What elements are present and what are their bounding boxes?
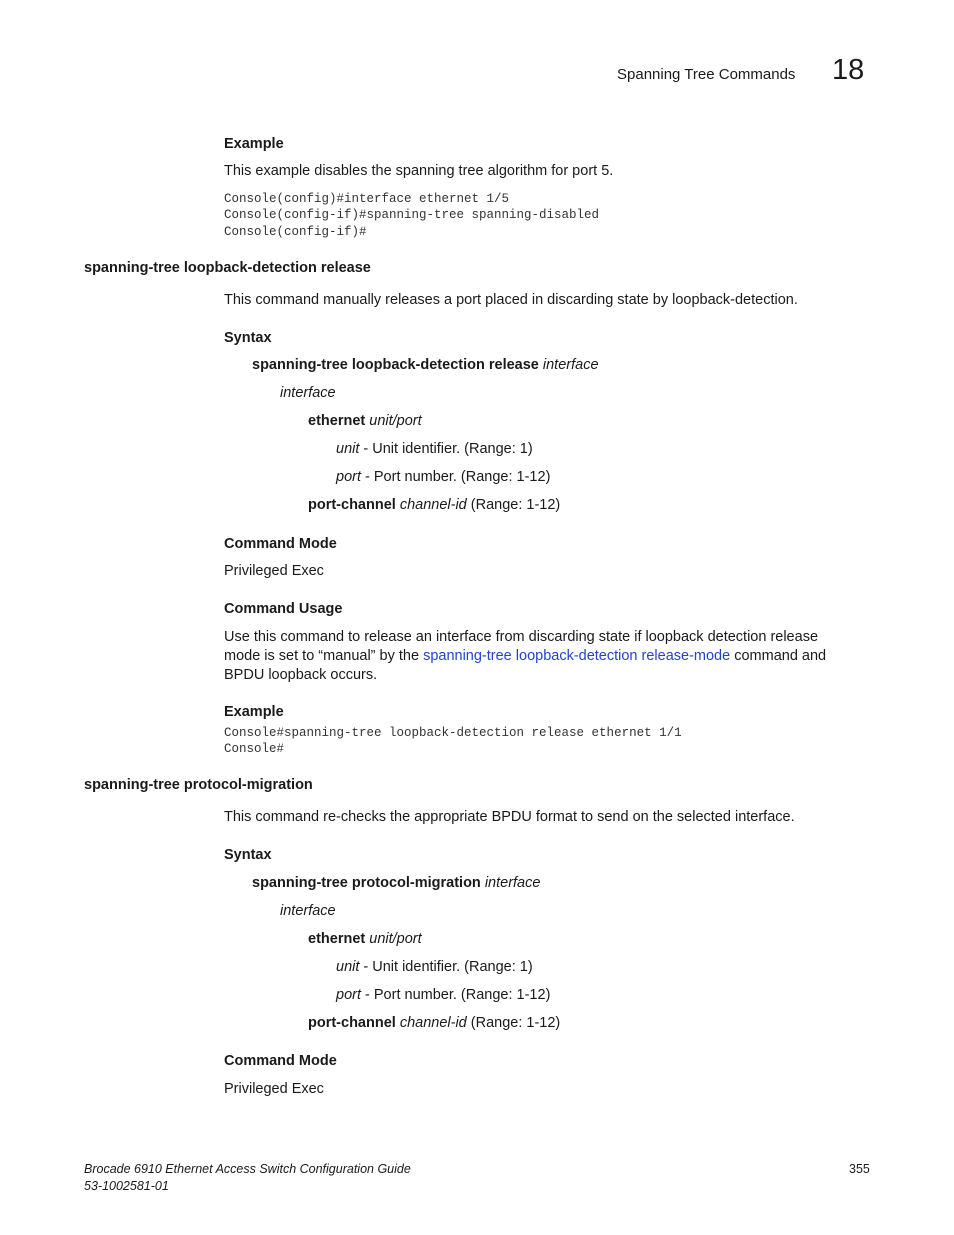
port-channel-keyword: port-channel bbox=[308, 1015, 396, 1031]
command-mode-text: Privileged Exec bbox=[224, 1081, 324, 1097]
running-header-title: Spanning Tree Commands bbox=[617, 66, 796, 83]
port-channel-range: (Range: 1-12) bbox=[466, 497, 561, 513]
ethernet-argument: unit/port bbox=[369, 931, 422, 947]
ethernet-argument: unit/port bbox=[369, 413, 422, 429]
code-line: Console# bbox=[224, 742, 285, 756]
param-port bbox=[336, 987, 550, 1003]
unit-name: unit bbox=[336, 959, 360, 975]
port-channel-argument: channel-id bbox=[399, 1015, 467, 1031]
example-heading: Example bbox=[224, 136, 284, 152]
ethernet-keyword: ethernet bbox=[308, 413, 366, 429]
param-interface: interface bbox=[280, 903, 336, 919]
ethernet-keyword: ethernet bbox=[308, 931, 366, 947]
command-title: spanning-tree protocol-migration bbox=[84, 777, 313, 793]
usage-text-before: Use this command to release an interface from discarding state if loopback detection release mode is set to “manual” by the bbox=[224, 629, 819, 664]
port-name: port bbox=[336, 987, 361, 1003]
syntax-line bbox=[252, 357, 599, 373]
command-title: spanning-tree loopback-detection release bbox=[84, 260, 371, 276]
page-number: 355 bbox=[849, 1162, 870, 1176]
example-text: This example disables the spanning tree algorithm for port 5. bbox=[224, 163, 614, 179]
command-mode-text: Privileged Exec bbox=[224, 563, 324, 579]
syntax-command: spanning-tree protocol-migration bbox=[252, 875, 481, 891]
port-name: port bbox=[336, 469, 361, 485]
port-channel-keyword: port-channel bbox=[308, 497, 396, 513]
chapter-number: 18 bbox=[832, 54, 865, 86]
unit-description: - Unit identifier. (Range: 1) bbox=[359, 441, 533, 457]
footer-guide-title: Brocade 6910 Ethernet Access Switch Configuration Guide bbox=[84, 1162, 411, 1176]
command-mode-heading: Command Mode bbox=[224, 536, 337, 552]
param-port-channel bbox=[308, 497, 560, 513]
usage-text-after: command and BPDU loopback occurs. bbox=[224, 648, 827, 683]
footer-doc-number: 53-1002581-01 bbox=[84, 1179, 169, 1193]
code-line: Console(config-if)#spanning-tree spanning-disabled bbox=[224, 208, 600, 222]
port-channel-range: (Range: 1-12) bbox=[466, 1015, 561, 1031]
command-description: This command manually releases a port placed in discarding state by loopback-detection. bbox=[224, 292, 798, 308]
syntax-argument: interface bbox=[542, 357, 599, 373]
param-ethernet bbox=[308, 413, 422, 429]
command-usage-text bbox=[224, 628, 849, 685]
param-port bbox=[336, 469, 550, 485]
syntax-line bbox=[252, 875, 540, 891]
port-description: - Port number. (Range: 1-12) bbox=[361, 469, 551, 485]
unit-description: - Unit identifier. (Range: 1) bbox=[359, 959, 533, 975]
param-ethernet bbox=[308, 931, 422, 947]
param-interface: interface bbox=[280, 385, 336, 401]
syntax-heading: Syntax bbox=[224, 847, 272, 863]
code-line: Console(config)#interface ethernet 1/5 bbox=[224, 192, 510, 206]
usage-link[interactable]: spanning-tree loopback-detection release-mode bbox=[423, 648, 731, 664]
unit-name: unit bbox=[336, 441, 360, 457]
param-port-channel bbox=[308, 1015, 560, 1031]
command-usage-heading: Command Usage bbox=[224, 601, 343, 617]
syntax-heading: Syntax bbox=[224, 330, 272, 346]
command-mode-heading: Command Mode bbox=[224, 1053, 337, 1069]
port-description: - Port number. (Range: 1-12) bbox=[361, 987, 551, 1003]
code-line: Console(config-if)# bbox=[224, 225, 367, 239]
param-unit bbox=[336, 959, 533, 975]
syntax-argument: interface bbox=[484, 875, 541, 891]
syntax-command: spanning-tree loopback-detection release bbox=[252, 357, 539, 373]
code-line: Console#spanning-tree loopback-detection release ethernet 1/1 bbox=[224, 726, 682, 740]
port-channel-argument: channel-id bbox=[399, 497, 467, 513]
command-description: This command re-checks the appropriate BPDU format to send on the selected interface. bbox=[224, 809, 795, 825]
example-heading: Example bbox=[224, 704, 284, 720]
param-unit bbox=[336, 441, 533, 457]
